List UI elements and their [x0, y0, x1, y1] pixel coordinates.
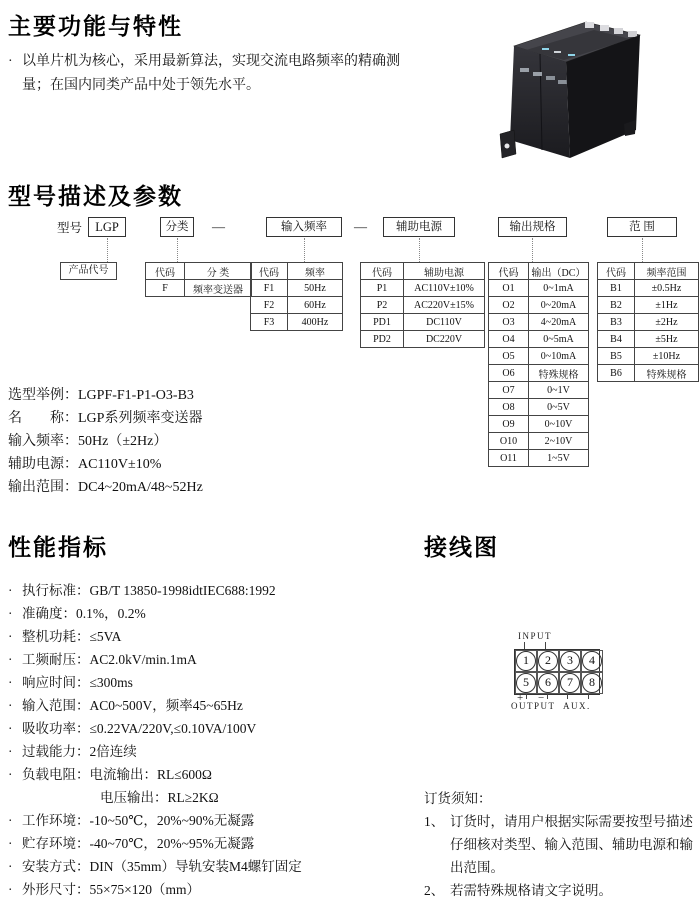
table-row [361, 297, 485, 314]
table-row [489, 450, 589, 467]
selection-label: 名 称： [8, 411, 78, 426]
item-text: 准确度：0.1%，0.2% [22, 606, 146, 621]
terminal-cell [581, 650, 603, 672]
selection-value: LGP系列频率变送器 [78, 411, 203, 426]
value-cell: 0~20mA [529, 297, 589, 314]
value-cell: 0~5mA [529, 331, 589, 348]
value-cell: 0~1mA [529, 280, 589, 297]
value-cell: 1~5V [529, 450, 589, 467]
table-header-row [146, 263, 252, 280]
terminal-cell [537, 672, 559, 694]
selection-label: 辅助电源： [8, 457, 78, 472]
terminal-6: 6 [538, 673, 558, 693]
table-row [489, 297, 589, 314]
feature-text: 以单片机为核心，采用最新算法，实现交流电路频率的精确测量；在国内同类产品中处于领先水平。 [22, 54, 400, 93]
category-table [145, 262, 252, 297]
performance-item [8, 602, 408, 625]
plus-sign: + [517, 692, 524, 704]
value-cell: DC110V [404, 314, 485, 331]
terminal-cell [559, 650, 581, 672]
column-header: 频率 [288, 263, 343, 280]
code-cell: B4 [598, 331, 635, 348]
selection-value: AC110V±10% [78, 457, 162, 472]
terminal-7: 7 [560, 673, 580, 693]
item-bullet: · [8, 652, 13, 667]
item-text: 外形尺寸：55×75×120（mm） [22, 882, 200, 897]
item-bullet: · [8, 629, 13, 644]
item-text: 输入范围：AC0~500V，频率45~65Hz [22, 698, 243, 713]
table-row [489, 348, 589, 365]
model-dash-1: — [212, 219, 225, 234]
item-bullet: · [8, 721, 13, 736]
performance-item [8, 671, 408, 694]
item-text: 工频耐压：AC2.0kV/min.1mA [22, 652, 197, 667]
item-text: 响应时间：≤300ms [22, 675, 133, 690]
aux-power-table [360, 262, 485, 348]
aux-lead-line [588, 694, 589, 699]
table-row [598, 297, 699, 314]
performance-item [8, 625, 408, 648]
selection-label: 输入频率： [8, 434, 78, 449]
ordering-item [424, 879, 696, 902]
selection-row [8, 453, 203, 476]
performance-item [8, 809, 408, 832]
value-cell: AC220V±15% [404, 297, 485, 314]
item-bullet: · [8, 698, 13, 713]
product-photo [484, 8, 664, 173]
value-cell: ±2Hz [635, 314, 699, 331]
terminal-cell [515, 672, 537, 694]
column-header: 代码 [361, 263, 404, 280]
value-cell: 60Hz [288, 297, 343, 314]
connector-line [419, 238, 420, 262]
item-bullet [86, 786, 100, 809]
performance-item [8, 763, 408, 786]
ordering-notes [424, 787, 696, 902]
table-row [251, 314, 343, 331]
model-box-output-spec: 输出规格 [498, 217, 567, 237]
ordering-item-text: 若需特殊规格请文字说明。 [450, 883, 612, 898]
selection-value: DC4~20mA/48~52Hz [78, 480, 203, 495]
ordering-item [424, 810, 696, 879]
performance-item [8, 832, 408, 855]
output-lead-line [547, 694, 548, 699]
table-row [489, 280, 589, 297]
code-cell: O2 [489, 297, 529, 314]
aux-lead-line [567, 694, 568, 699]
value-cell: 0~10V [529, 416, 589, 433]
connector-line [532, 238, 533, 262]
range-table [597, 262, 699, 382]
code-cell: B1 [598, 280, 635, 297]
terminal-5: 5 [516, 673, 536, 693]
value-cell: 特殊规格 [635, 365, 699, 382]
item-text: 贮存环境：-40~70℃，20%~95%无凝露 [22, 836, 255, 851]
ordering-item-number: 1、 [424, 814, 445, 829]
terminal-1: 1 [516, 651, 536, 671]
model-box-range: 范 围 [607, 217, 677, 237]
model-section-title: 型号描述及参数 [8, 183, 183, 209]
model-dash-2: — [354, 219, 367, 234]
ordering-item-text: 订货时，请用户根据实际需要按型号描述仔细核对类型、输入范围、辅助电源和输出范围。 [450, 814, 693, 875]
code-cell: B3 [598, 314, 635, 331]
value-cell: 50Hz [288, 280, 343, 297]
minus-sign: − [538, 692, 545, 704]
terminal-8: 8 [582, 673, 602, 693]
value-cell: 频率变送器 [185, 280, 252, 297]
input-frequency-table [250, 262, 343, 331]
value-cell: 400Hz [288, 314, 343, 331]
feature-bullet: · [8, 54, 13, 69]
selection-label: 输出范围： [8, 480, 78, 495]
connector-line [304, 238, 305, 262]
code-cell: F2 [251, 297, 288, 314]
table-header-row [489, 263, 589, 280]
value-cell: 2~10V [529, 433, 589, 450]
terminal-cell [581, 672, 603, 694]
item-bullet: · [8, 583, 13, 598]
code-cell: O9 [489, 416, 529, 433]
performance-item [8, 648, 408, 671]
ordering-item-number: 2、 [424, 883, 445, 898]
table-row [489, 314, 589, 331]
code-cell: PD2 [361, 331, 404, 348]
value-cell: ±10Hz [635, 348, 699, 365]
code-cell: B6 [598, 365, 635, 382]
column-header: 输出（DC） [529, 263, 589, 280]
column-header: 分 类 [185, 263, 252, 280]
value-cell: ±1Hz [635, 297, 699, 314]
item-text: 整机功耗：≤5VA [22, 629, 122, 644]
wiring-diagram [505, 631, 635, 713]
code-cell: O3 [489, 314, 529, 331]
product-code-box: 产品代号 [60, 262, 117, 280]
item-bullet: · [8, 744, 13, 759]
item-text: 过载能力：2倍连续 [22, 744, 137, 759]
performance-item [8, 579, 408, 602]
device-illustration [484, 8, 664, 173]
code-cell: O7 [489, 382, 529, 399]
item-bullet: · [8, 813, 13, 828]
connector-line [642, 238, 643, 262]
value-cell: ±5Hz [635, 331, 699, 348]
table-row [361, 331, 485, 348]
code-cell: F3 [251, 314, 288, 331]
model-box-aux-power: 辅助电源 [383, 217, 455, 237]
table-row [598, 348, 699, 365]
item-bullet: · [8, 836, 13, 851]
column-header: 代码 [489, 263, 529, 280]
features-paragraph [8, 50, 400, 98]
output-terminal-label: OUTPUT [511, 701, 556, 711]
terminal-4: 4 [582, 651, 602, 671]
model-box-category: 分类 [160, 217, 194, 237]
ordering-title: 订货须知： [424, 791, 492, 806]
selection-example-block [8, 384, 203, 499]
table-row [598, 280, 699, 297]
input-lead-line [545, 642, 546, 649]
item-text: 工作环境：-10~50℃，20%~90%无凝露 [22, 813, 255, 828]
column-header: 代码 [598, 263, 635, 280]
model-box-input-frequency: 输入频率 [266, 217, 342, 237]
value-cell: 0~10mA [529, 348, 589, 365]
table-row [489, 365, 589, 382]
output-spec-table [488, 262, 589, 467]
value-cell: 特殊规格 [529, 365, 589, 382]
terminal-cell [537, 650, 559, 672]
performance-item [8, 694, 408, 717]
item-text: 负载电阻：电流输出：RL≤600Ω [22, 767, 212, 782]
item-bullet: · [8, 675, 13, 690]
code-cell: B5 [598, 348, 635, 365]
table-header-row [598, 263, 699, 280]
table-header-row [251, 263, 343, 280]
code-cell: B2 [598, 297, 635, 314]
item-text: 电压输出：RL≥2KΩ [100, 790, 219, 805]
table-row [489, 331, 589, 348]
model-box-lgp: LGP [88, 217, 126, 237]
table-row [489, 382, 589, 399]
table-row [251, 280, 343, 297]
table-row [146, 280, 252, 297]
item-text: 执行标准：GB/T 13850-1998idtIEC688:1992 [22, 583, 276, 598]
code-cell: O11 [489, 450, 529, 467]
table-row [361, 314, 485, 331]
value-cell: DC220V [404, 331, 485, 348]
value-cell: 4~20mA [529, 314, 589, 331]
value-cell: ±0.5Hz [635, 280, 699, 297]
code-cell: PD1 [361, 314, 404, 331]
selection-row [8, 407, 203, 430]
input-lead-line [524, 642, 525, 649]
aux-terminal-label: AUX. [563, 701, 591, 711]
code-cell: O5 [489, 348, 529, 365]
column-header: 代码 [146, 263, 185, 280]
terminal-block [514, 649, 600, 695]
output-lead-line [526, 694, 527, 699]
input-terminal-label: INPUT [518, 631, 552, 641]
item-text: 吸收功率：≤0.22VA/220V,≤0.10VA/100V [22, 721, 257, 736]
item-bullet: · [8, 882, 13, 897]
value-cell: 0~1V [529, 382, 589, 399]
model-prefix-label: 型号 [57, 221, 83, 235]
table-row [489, 399, 589, 416]
code-cell: P1 [361, 280, 404, 297]
code-cell: O4 [489, 331, 529, 348]
code-cell: P2 [361, 297, 404, 314]
code-cell: F [146, 280, 185, 297]
table-row [598, 365, 699, 382]
connector-line [177, 238, 178, 262]
selection-value: LGPF-F1-P1-O3-B3 [78, 388, 194, 403]
column-header: 辅助电源 [404, 263, 485, 280]
performance-list [8, 579, 408, 901]
performance-item [86, 786, 408, 809]
table-row [361, 280, 485, 297]
selection-row [8, 384, 203, 407]
selection-value: 50Hz（±2Hz） [78, 434, 168, 449]
item-bullet: · [8, 767, 13, 782]
performance-item [8, 855, 408, 878]
table-row [598, 314, 699, 331]
connector-line [107, 238, 108, 262]
column-header: 频率范围 [635, 263, 699, 280]
wiring-section-title: 接线图 [424, 534, 499, 560]
item-text: 安装方式：DIN（35mm）导轨安装M4螺钉固定 [22, 859, 302, 874]
terminal-cell [515, 650, 537, 672]
terminal-2: 2 [538, 651, 558, 671]
code-cell: O10 [489, 433, 529, 450]
value-cell: AC110V±10% [404, 280, 485, 297]
code-cell: F1 [251, 280, 288, 297]
performance-item [8, 878, 408, 901]
selection-label: 选型举例： [8, 388, 78, 403]
terminal-3: 3 [560, 651, 580, 671]
table-row [251, 297, 343, 314]
performance-item [8, 717, 408, 740]
features-section-title: 主要功能与特性 [8, 13, 183, 39]
table-row [489, 416, 589, 433]
item-bullet: · [8, 606, 13, 621]
column-header: 代码 [251, 263, 288, 280]
code-cell: O6 [489, 365, 529, 382]
performance-item [8, 740, 408, 763]
terminal-cell [559, 672, 581, 694]
code-cell: O8 [489, 399, 529, 416]
code-cell: O1 [489, 280, 529, 297]
table-header-row [361, 263, 485, 280]
selection-row [8, 476, 203, 499]
table-row [489, 433, 589, 450]
item-bullet: · [8, 859, 13, 874]
table-row [598, 331, 699, 348]
selection-row [8, 430, 203, 453]
value-cell: 0~5V [529, 399, 589, 416]
performance-section-title: 性能指标 [8, 534, 108, 560]
